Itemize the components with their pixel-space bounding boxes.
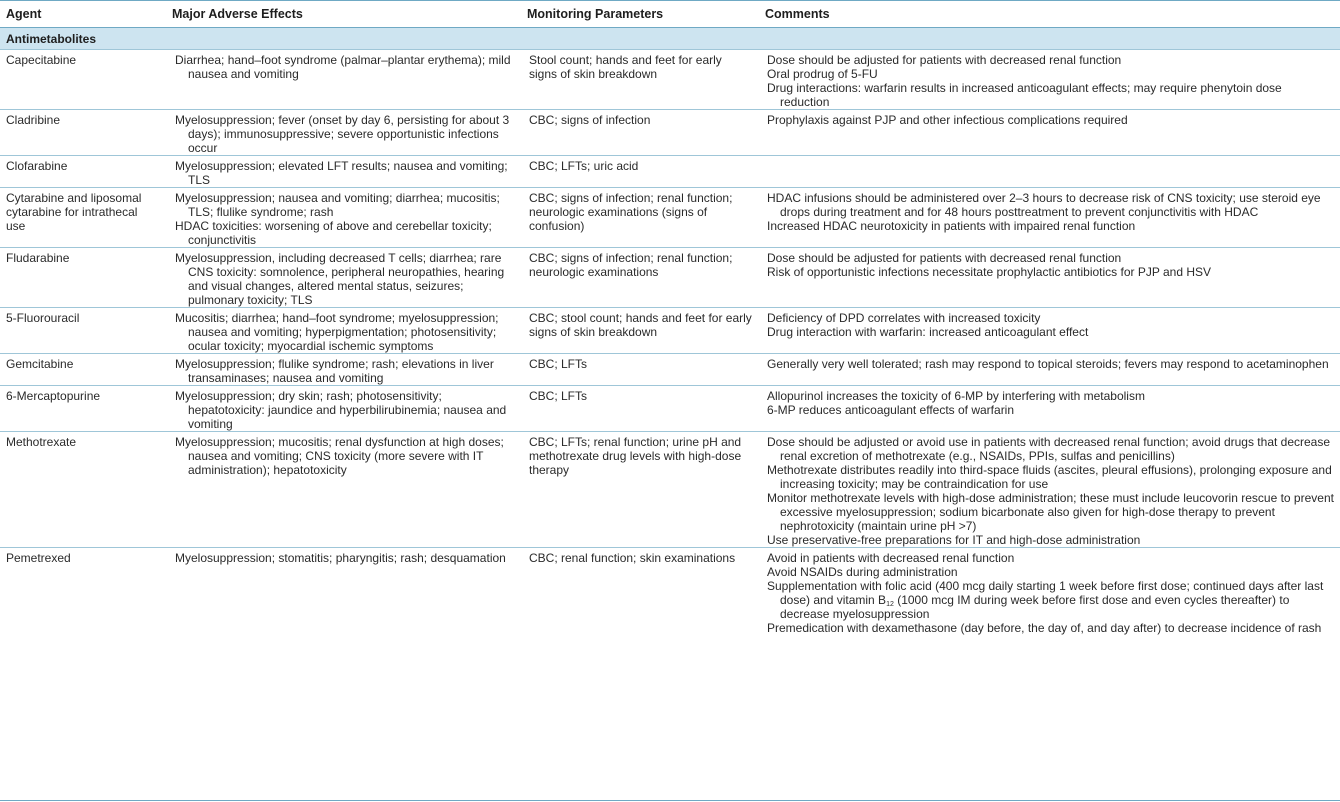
- comment-line: Increased HDAC neurotoxicity in patients with impaired renal function: [767, 219, 1136, 233]
- adverse-effects-cell: [166, 248, 521, 308]
- table-row: [0, 156, 1340, 188]
- comment-line: HDAC infusions should be administered over 2–3 hours to decrease risk of CNS toxicity; use steroid eye drops during treatment and for 48 hours posttreatment to prevent conjunctivitis with HDAC: [767, 191, 1321, 219]
- comment-text: (1000 mcg IM during week before first dose and even cycles thereafter) to decrease myelosuppression: [780, 593, 1290, 621]
- agent-cell: Pemetrexed: [6, 551, 71, 565]
- comments-cell: [759, 248, 1340, 308]
- comment-line: Deficiency of DPD correlates with increased toxicity: [767, 311, 1041, 325]
- table-row: [0, 308, 1340, 354]
- table-row: [0, 548, 1340, 636]
- comment-line: Dose should be adjusted for patients with decreased renal function: [767, 53, 1122, 67]
- bottom-rule: [0, 800, 1340, 801]
- comment-line: 6-MP reduces anticoagulant effects of warfarin: [767, 403, 1015, 417]
- comment-line: Drug interaction with warfarin: increased anticoagulant effect: [767, 325, 1089, 339]
- agent-cell: 6-Mercaptopurine: [6, 389, 101, 403]
- table-row: [0, 50, 1340, 110]
- table-row: [0, 188, 1340, 248]
- agent-cell: 5-Fluorouracil: [6, 311, 80, 325]
- table-row: [0, 248, 1340, 308]
- section-title: Antimetabolites: [0, 28, 1340, 50]
- agent-cell: Gemcitabine: [6, 357, 74, 371]
- adverse-effect-line: Myelosuppression; stomatitis; pharyngitis; rash; desquamation: [175, 551, 506, 565]
- adverse-effect-line: Mucositis; diarrhea; hand–foot syndrome; myelosuppression; nausea and vomiting; hyperpigmentation; photosensitivity; ocular toxicity; myocardial ischemic symptoms: [175, 311, 499, 353]
- section-row: [0, 28, 1340, 50]
- comment-line: Allopurinol increases the toxicity of 6-MP by interfering with metabolism: [767, 389, 1145, 403]
- table-header: [0, 1, 1340, 28]
- agent-cell: Cytarabine and liposomal cytarabine for intrathecal use: [6, 191, 142, 233]
- vitamin-subscript: 12: [886, 601, 894, 608]
- comment-line: Methotrexate distributes readily into third-space fluids (ascites, pleural effusions), prolonging exposure and increasing toxicity; may be contraindication for use: [767, 463, 1332, 491]
- comment-line: Oral prodrug of 5-FU: [767, 67, 878, 81]
- comment-line: Dose should be adjusted for patients with decreased renal function: [767, 251, 1122, 265]
- monitoring-cell: CBC; signs of infection; renal function; neurologic examinations (signs of confusion): [529, 191, 733, 233]
- adverse-effects-cell: [166, 50, 521, 110]
- monitoring-cell: CBC; signs of infection: [529, 113, 651, 127]
- comments-cell: [759, 308, 1340, 354]
- agent-cell: Clofarabine: [6, 159, 68, 173]
- comments-cell: [759, 50, 1340, 110]
- adverse-effects-cell: [166, 386, 521, 432]
- table-body: [0, 28, 1340, 636]
- monitoring-cell: CBC; stool count; hands and feet for early signs of skin breakdown: [529, 311, 752, 339]
- table-row: [0, 354, 1340, 386]
- comment-text: Supplementation with folic acid (400 mcg daily starting 1 week before first dose; continued days after last dose) and vitamin B: [767, 579, 1324, 607]
- comment-line: Drug interactions: warfarin results in increased anticoagulant effects; may require phenytoin dose reduction: [767, 81, 1282, 109]
- monitoring-cell: CBC; LFTs; uric acid: [529, 159, 639, 173]
- agent-cell: Capecitabine: [6, 53, 77, 67]
- monitoring-cell: CBC; signs of infection; renal function; neurologic examinations: [529, 251, 733, 279]
- adverse-effects-cell: [166, 188, 521, 248]
- table-row: [0, 386, 1340, 432]
- comments-cell: [759, 548, 1340, 636]
- comment-line: Use preservative-free preparations for IT and high-dose administration: [767, 533, 1141, 547]
- comments-cell: [759, 432, 1340, 548]
- monitoring-cell: CBC; LFTs: [529, 357, 588, 371]
- agent-cell: Fludarabine: [6, 251, 70, 265]
- adverse-effect-line: Myelosuppression; dry skin; rash; photosensitivity; hepatotoxicity: jaundice and hyperbilirubinemia; nausea and vomiting: [175, 389, 507, 431]
- adverse-effect-line: Myelosuppression; elevated LFT results; nausea and vomiting; TLS: [175, 159, 508, 187]
- comment-line: Risk of opportunistic infections necessitate prophylactic antibiotics for PJP and HSV: [767, 265, 1211, 279]
- header-monitoring: Monitoring Parameters: [527, 7, 664, 21]
- monitoring-cell: CBC; LFTs; renal function; urine pH and methotrexate drug levels with high-dose therapy: [529, 435, 742, 477]
- comments-cell: [759, 110, 1340, 156]
- comments-cell: [759, 188, 1340, 248]
- comment-line: Avoid in patients with decreased renal function: [767, 551, 1015, 565]
- comment-line: Premedication with dexamethasone (day before, the day of, and day after) to decrease incidence of rash: [767, 621, 1322, 635]
- monitoring-cell: CBC; LFTs: [529, 389, 588, 403]
- comments-cell: [759, 354, 1340, 386]
- adverse-effects-cell: [166, 308, 521, 354]
- adverse-effects-cell: [166, 110, 521, 156]
- adverse-effect-line: Myelosuppression; mucositis; renal dysfunction at high doses; nausea and vomiting; CNS toxicity (more severe with IT administration); hepatotoxicity: [175, 435, 504, 477]
- adverse-effects-cell: [166, 548, 521, 636]
- comment-line: Avoid NSAIDs during administration: [767, 565, 958, 579]
- adverse-effect-line: Diarrhea; hand–foot syndrome (palmar–plantar erythema); mild nausea and vomiting: [175, 53, 511, 81]
- header-adverse-effects: Major Adverse Effects: [172, 7, 303, 21]
- adverse-effect-line: HDAC toxicities: worsening of above and cerebellar toxicity; conjunctivitis: [175, 219, 492, 247]
- adverse-effect-line: Myelosuppression; fever (onset by day 6, persisting for about 3 days); immunosuppressive; severe opportunistic infections occur: [175, 113, 510, 155]
- comment-line: Monitor methotrexate levels with high-dose administration; these must include leucovorin rescue to prevent excessive myelosuppression; sodium bicarbonate also given for high-dose therapy to prevent nephrotoxicity (maintain urine pH >7): [767, 491, 1334, 533]
- header-comments: Comments: [765, 7, 830, 21]
- comment-line: Dose should be adjusted or avoid use in patients with decreased renal function; avoid drugs that decrease renal excretion of methotrexate (e.g., NSAIDs, PPIs, sulfas and penicillins): [767, 435, 1331, 463]
- table-row: [0, 432, 1340, 548]
- comments-cell: [759, 386, 1340, 432]
- table-row: [0, 110, 1340, 156]
- comments-cell: [759, 156, 1340, 188]
- adverse-effects-cell: [166, 432, 521, 548]
- monitoring-cell: Stool count; hands and feet for early signs of skin breakdown: [529, 53, 722, 81]
- adverse-effect-line: Myelosuppression; nausea and vomiting; diarrhea; mucositis; TLS; flulike syndrome; rash: [175, 191, 500, 219]
- adverse-effect-line: Myelosuppression, including decreased T cells; diarrhea; rare CNS toxicity: somnolence, peripheral neuropathies, hearing and visual changes, altered mental status, seizures; pulmonary toxicity; TLS: [175, 251, 505, 307]
- header-agent: Agent: [6, 7, 42, 21]
- adverse-effect-line: Myelosuppression; flulike syndrome; rash; elevations in liver transaminases; nausea and vomiting: [175, 357, 494, 385]
- comment-line: [767, 579, 1334, 621]
- comment-line: Generally very well tolerated; rash may respond to topical steroids; fevers may respond to acetaminophen: [767, 357, 1329, 371]
- agent-cell: Cladribine: [6, 113, 61, 127]
- comment-line: Prophylaxis against PJP and other infectious complications required: [767, 113, 1128, 127]
- adverse-effects-cell: [166, 156, 521, 188]
- adverse-effects-cell: [166, 354, 521, 386]
- header-row: [0, 1, 1340, 28]
- agent-cell: Methotrexate: [6, 435, 77, 449]
- monitoring-cell: CBC; renal function; skin examinations: [529, 551, 736, 565]
